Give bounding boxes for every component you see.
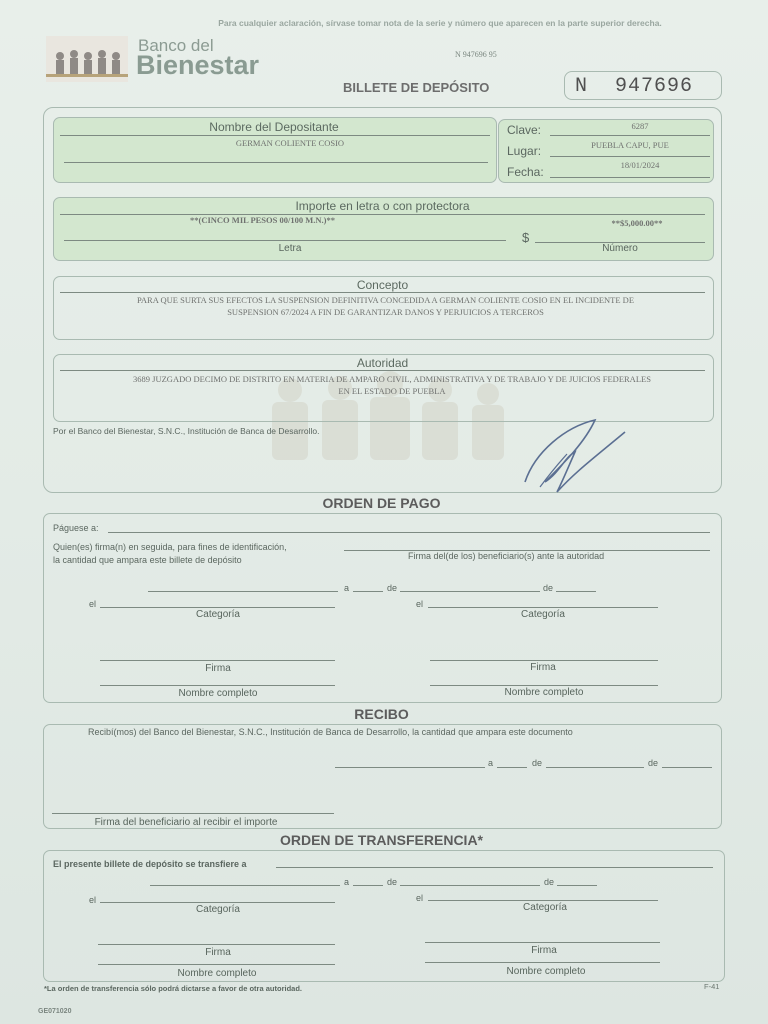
fecha-line [550,177,710,178]
firma-beneficiario-label: Firma del(de los) beneficiario(s) ante la autoridad [408,551,605,561]
tr-day-line [353,885,383,886]
fecha-label: Fecha: [507,165,544,179]
op-categoria-right: Categoría [521,609,565,620]
op-de1: de [387,583,398,593]
op-month-line [400,591,540,592]
autoridad-line2: EN EL ESTADO DE PUEBLA [338,386,446,396]
clave-line [550,135,710,136]
form-code: F-41 [704,982,720,991]
orden-de-pago-title: ORDEN DE PAGO [322,495,441,511]
tr-nombre-right-line [425,962,660,963]
clave-label: Clave: [507,123,542,137]
concepto-line1: PARA QUE SURTA SUS EFECTOS LA SUSPENSION DEFINITIVA CONCEDIDA A GERMAN COLIENTE COSIO EN EL INCIDENTE DE [136,295,635,305]
op-el-right-line [428,607,658,608]
tr-firma-left: Firma [205,947,231,958]
bank-logo-emblem [46,36,128,82]
tr-firma-left-line [98,944,335,945]
op-el-right: el [416,599,424,609]
bank-name-line1: Banco del [138,36,214,55]
tr-nombre-right: Nombre completo [506,966,586,977]
depositor-label: Nombre del Depositante [209,120,339,134]
tr-month-line [400,885,540,886]
transferencia-title: ORDEN DE TRANSFERENCIA* [279,832,483,848]
recibo-de2: de [648,758,659,768]
op-nombre-left: Nombre completo [178,688,258,699]
currency-symbol: $ [522,230,530,245]
serial-number-box [564,71,722,100]
bottom-code: GE071020 [38,1008,72,1015]
tr-a: a [344,877,350,887]
transfer-footnote: *La orden de transferencia sólo podrá dictarse a favor de otra autoridad. [44,984,302,993]
top-notice: Para cualquier aclaración, sírvase tomar nota de la serie y número que aparecen en la parte superior derecha. [218,18,662,28]
op-year-line [556,591,596,592]
concepto-header-rule [60,292,705,293]
tr-firma-right-line [425,942,660,943]
tr-el-right-line [428,900,658,901]
paguese-label: Páguese a: [53,523,99,533]
op-firma-right: Firma [530,662,556,673]
quien-line2: la cantidad que ampara este billete de depósito [53,555,242,565]
recibo-place-line [335,767,485,768]
recibo-firma-label: Firma del beneficiario al recibir el importe [94,817,278,828]
op-categoria-left: Categoría [196,609,240,620]
letra-label: Letra [278,243,302,254]
recibo-title: RECIBO [354,706,409,722]
quien-line1: Quien(es) firma(n) en seguida, para fines de identificación, [53,542,287,552]
amount-header: Importe en letra o con protectora [295,199,470,213]
recibo-de1: de [532,758,543,768]
fecha-value: 18/01/2024 [620,160,660,170]
op-de2: de [543,583,554,593]
op-firma-right-line [430,660,658,661]
depositor-name-line [64,162,488,163]
recibo-text: Recibí(mos) del Banco del Bienestar, S.N.C., Institución de Banca de Desarrollo, la cantidad que ampara este documento [88,727,573,737]
tr-el-left: el [89,895,97,905]
tr-firma-right: Firma [531,945,557,956]
tr-categoria-right: Categoría [523,902,567,913]
tr-de2: de [544,877,555,887]
op-el-left: el [89,599,97,609]
autoridad-header: Autoridad [356,356,409,370]
tr-nombre-left-line [98,964,335,965]
op-el-left-line [100,607,335,608]
tr-de1: de [387,877,398,887]
tr-categoria-left: Categoría [196,904,240,915]
op-nombre-right-line [430,685,658,686]
numero-label: Número [602,243,638,254]
clave-value: 6287 [631,121,649,131]
transferencia-text: El presente billete de depósito se transfiere a [53,859,247,869]
serial-number: 947696 [615,75,694,98]
recibo-month-line [546,767,644,768]
depositor-header-rule [60,135,490,136]
op-nombre-right: Nombre completo [504,687,584,698]
tr-el-right: el [416,893,424,903]
op-firma-left-line [100,660,335,661]
autoridad-header-rule [60,370,705,371]
lugar-line [550,156,710,157]
lugar-label: Lugar: [507,144,542,158]
recibo-day-line [497,767,527,768]
op-day-line [353,591,383,592]
document-title: BILLETE DE DEPÓSITO [343,80,490,95]
recibo-year-line [662,767,712,768]
autoridad-line1: 3689 JUZGADO DECIMO DE DISTRITO EN MATERIA DE AMPARO CIVIL, ADMINISTRATIVA Y DE TRABAJO Y DE JUICIOS FEDERALES [133,374,651,384]
concepto-header: Concepto [356,278,409,292]
recibo-a: a [488,758,494,768]
concepto-line2: SUSPENSION 67/2024 A FIN DE GARANTIZAR DANOS Y PERJUICIOS A TERCEROS [227,307,544,317]
op-place-line [148,591,338,592]
op-firma-left: Firma [205,663,231,674]
bank-signature-note: Por el Banco del Bienestar, S.N.C., Institución de Banca de Desarrollo. [53,426,320,436]
transferencia-fill-line [276,867,713,868]
op-a: a [344,583,350,593]
recibo-firma-line [52,813,334,814]
paguese-line [108,532,710,533]
op-nombre-left-line [100,685,335,686]
amount-in-numbers: **$5,000.00** [611,218,663,228]
tr-place-line [150,885,340,886]
bank-name-line2: Bienestar [136,50,260,80]
signature-scribble-image [505,412,635,498]
depositor-name: GERMAN COLIENTE COSIO [235,138,345,148]
amount-in-words: **(CINCO MIL PESOS 00/100 M.N.)** [190,215,335,225]
lugar-value: PUEBLA CAPU, PUE [591,140,669,150]
serial-prefix: N [575,75,588,98]
tr-year-line [557,885,597,886]
letra-line [64,240,506,241]
tr-el-left-line [100,902,335,903]
small-serial: N 947696 95 [455,50,497,59]
tr-nombre-left: Nombre completo [177,968,257,979]
